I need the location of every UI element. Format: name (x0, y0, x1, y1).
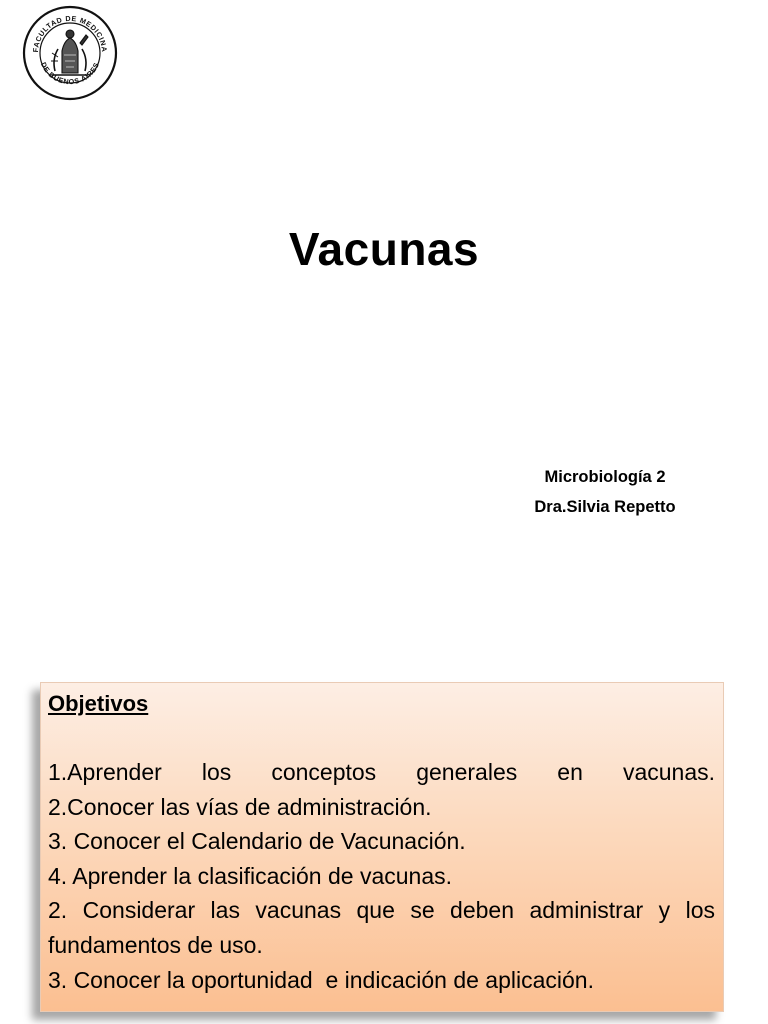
objective-item: 4. Aprender la clasificación de vacunas. (48, 862, 453, 889)
author-name: Dra.Silvia Repetto (534, 498, 676, 516)
course-name: Microbiología 2 (544, 468, 666, 486)
faculty-seal-logo (22, 5, 118, 101)
university-seal-icon (22, 5, 118, 101)
objective-item: 3. Conocer la oportunidad e indicación de aplicación. (48, 966, 594, 993)
seal-text-bottom: DE BUENOS AIRES (38, 60, 102, 87)
page-title: Vacunas (288, 223, 480, 275)
objective-item: 1.Aprender los conceptos generales en vacunas. (48, 759, 715, 785)
objectives-heading: Objetivos (48, 691, 149, 716)
course-info (495, 462, 715, 522)
objectives-box (40, 682, 724, 1012)
seal-text-top: FACULTAD DE MEDICINA (30, 13, 110, 53)
objective-item: 3. Conocer el Calendario de Vacunación. (48, 828, 466, 855)
objective-item: 2. Considerar las vacunas que se deben administrar y los fundamentos de uso. (48, 897, 715, 958)
objective-item: 2.Conocer las vías de administración. (48, 793, 432, 820)
objectives-list (48, 755, 715, 997)
